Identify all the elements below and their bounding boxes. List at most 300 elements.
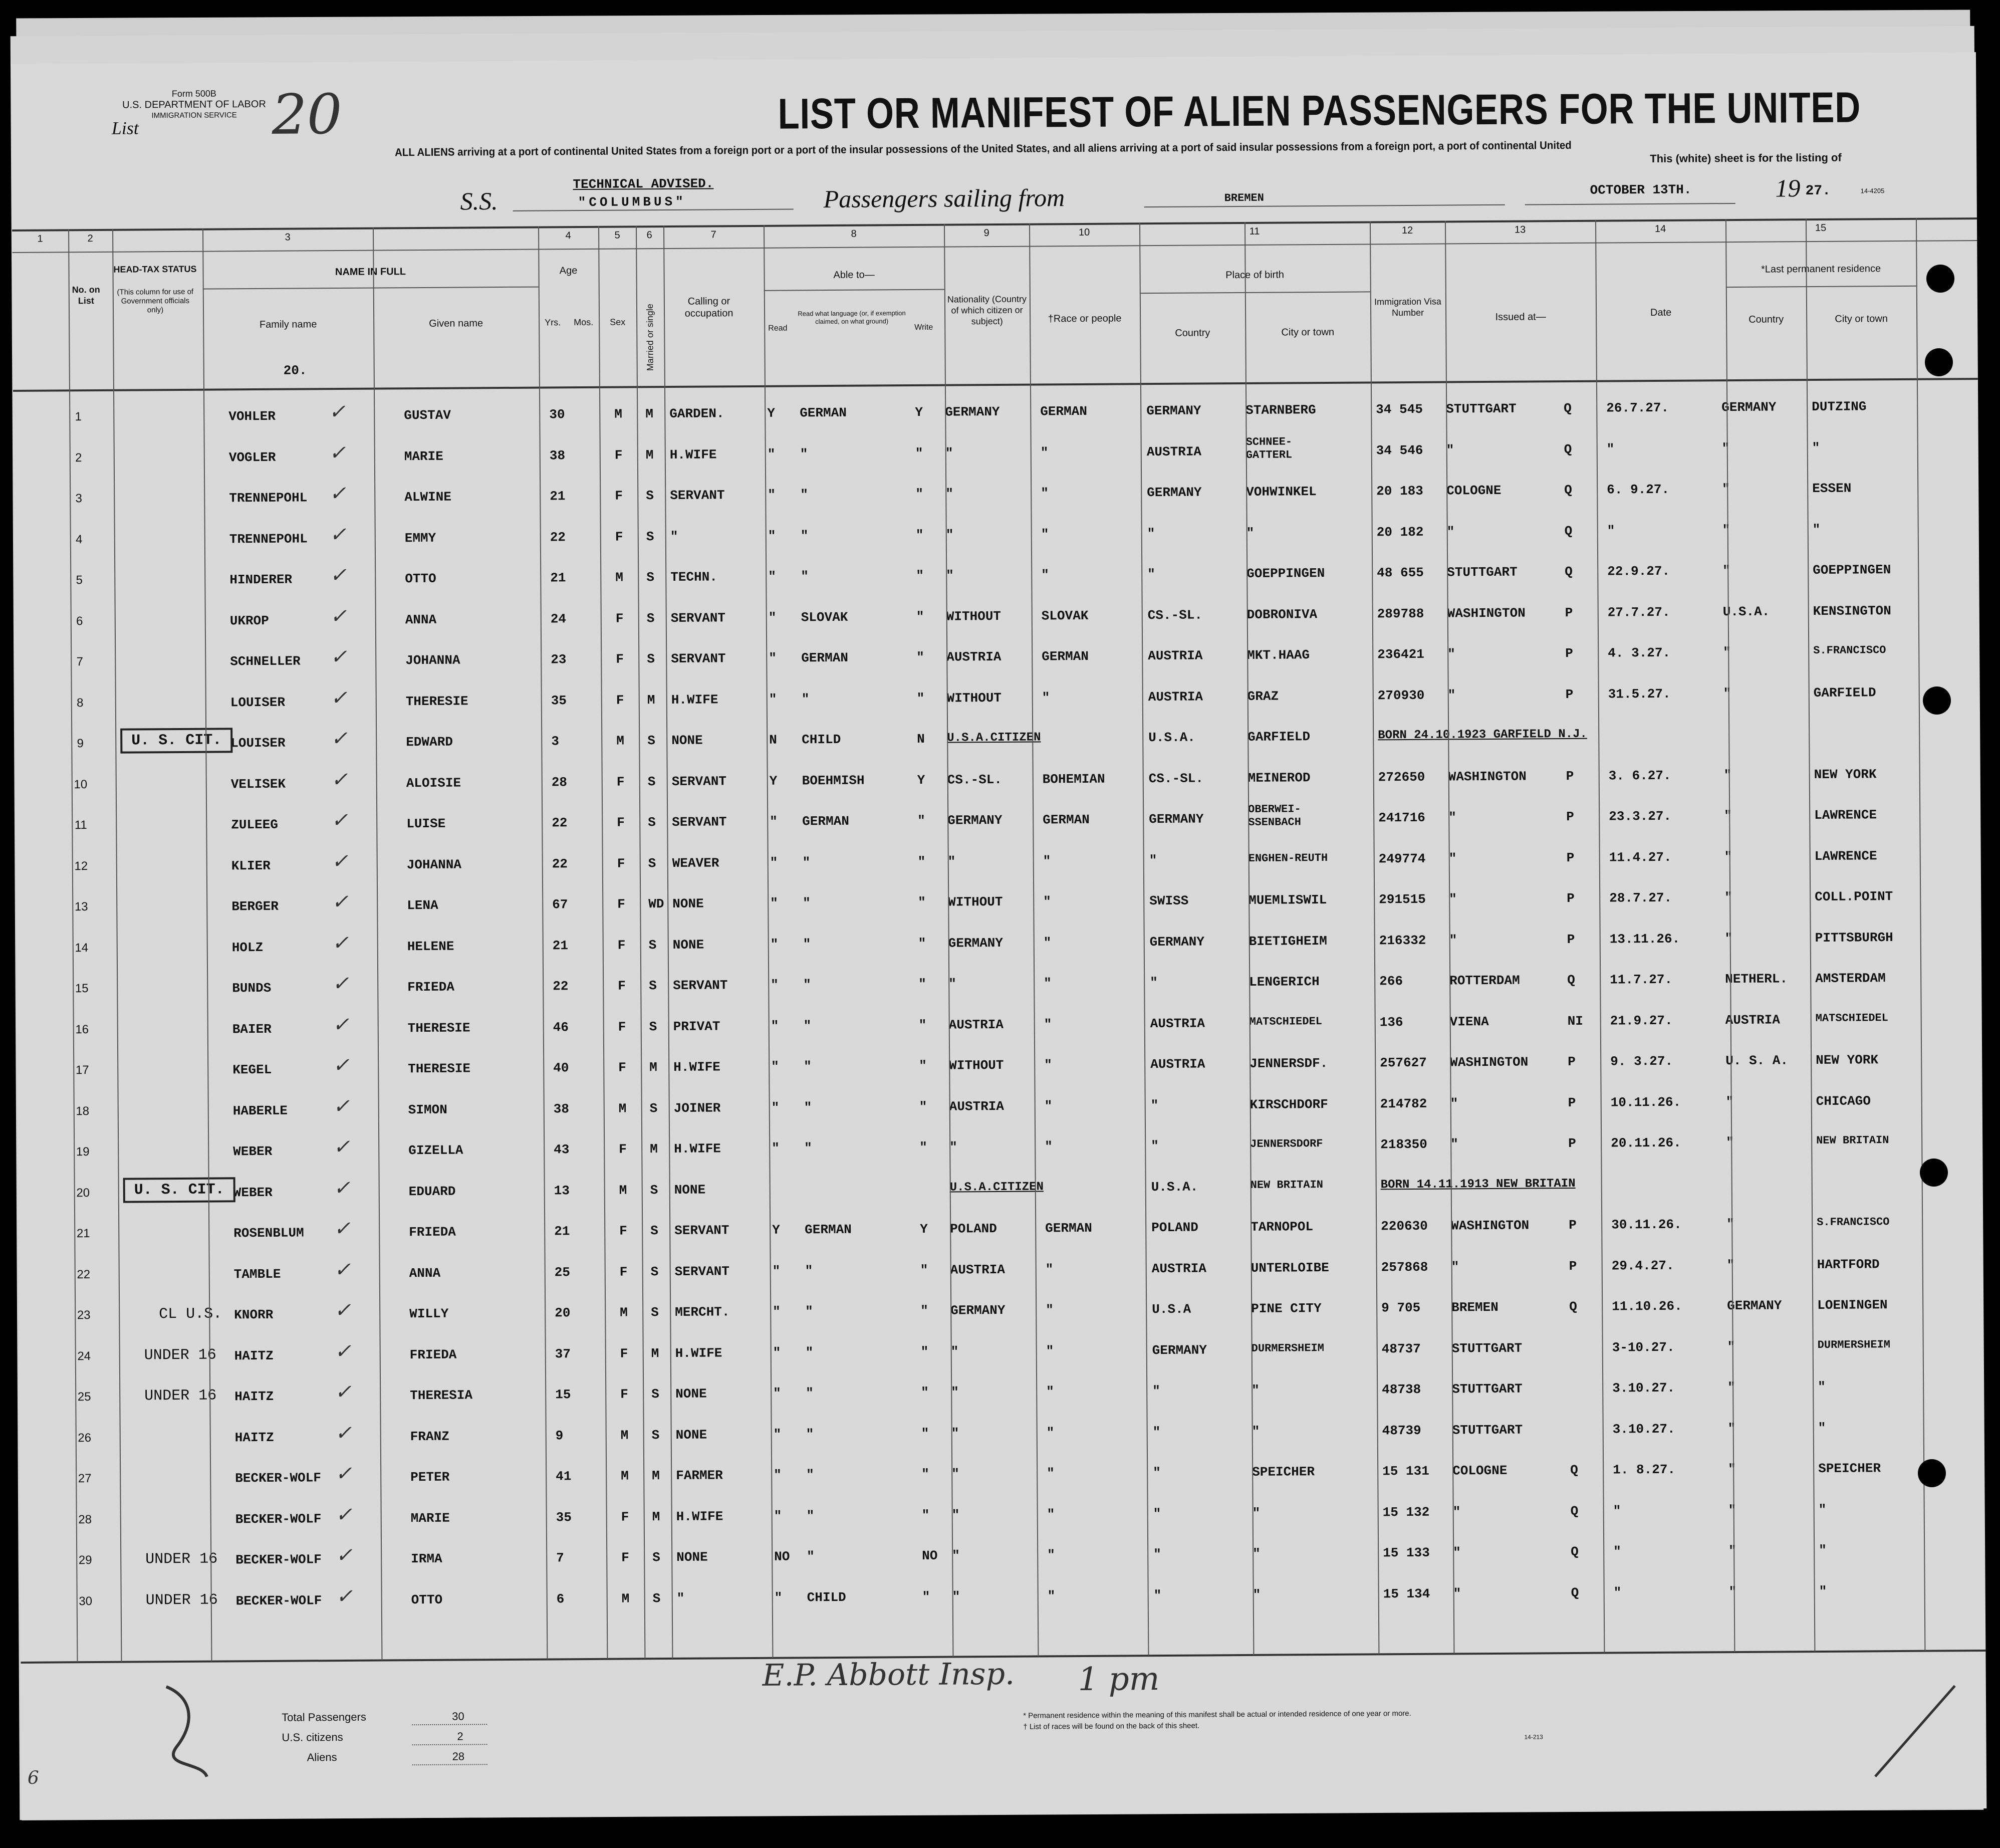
visa-number: 266 [1379, 974, 1403, 989]
column-rule [1370, 221, 1379, 1654]
residence-country: " [1723, 767, 1732, 783]
visa-class: P [1568, 1095, 1576, 1110]
birth-city: KIRSCHDORF [1249, 1096, 1328, 1112]
handwritten-mark [146, 1677, 217, 1787]
birth-city: MKT.HAAG [1247, 647, 1310, 663]
issued-at: " [1450, 1095, 1458, 1111]
row-number: 11 [74, 818, 87, 832]
check-mark-icon: ✓ [330, 686, 348, 710]
read-language: " [803, 977, 811, 993]
birth-city: OBERWEI- SSENBACH [1248, 803, 1301, 829]
occupation: NONE [675, 1386, 707, 1402]
read-language: " [803, 1018, 812, 1033]
footnote-races: † List of races will be found on the back of this sheet. [1023, 1721, 1200, 1731]
visa-number: 289788 [1377, 606, 1424, 621]
visa-class: P [1566, 850, 1575, 865]
row-number: 29 [78, 1553, 92, 1567]
marital-status: S [649, 978, 657, 994]
marital-status: S [650, 1223, 658, 1239]
age-years: 30 [549, 407, 565, 422]
marital-status: S [647, 774, 656, 789]
read-language: " [800, 487, 808, 503]
nationality: " [945, 527, 954, 543]
visa-date: 20.11.26. [1611, 1135, 1681, 1151]
read-language: " [807, 1549, 815, 1564]
residence-city: LOENINGEN [1817, 1297, 1888, 1313]
visa-number: 34 546 [1376, 442, 1423, 458]
head-tax-status: U. S. CIT. [120, 728, 232, 753]
family-name: WEBER [233, 1185, 273, 1200]
visa-class: P [1569, 1217, 1577, 1233]
occupation: H.WIFE [671, 691, 718, 708]
given-name: WILLY [409, 1306, 449, 1322]
read-language: SLOVAK [801, 609, 848, 625]
issued-at: ROTTERDAM [1449, 973, 1520, 989]
race: " [1045, 1261, 1054, 1277]
can-read: " [774, 1467, 782, 1483]
visa-number: 220630 [1381, 1218, 1428, 1234]
row-number: 21 [76, 1227, 90, 1241]
race: " [1046, 1425, 1055, 1440]
head-tax-status: U. S. CIT. [123, 1177, 235, 1203]
head-tax-status: CL U.S. [159, 1305, 222, 1323]
can-read: " [770, 895, 778, 911]
residence-city: " [1812, 440, 1820, 455]
issued-at: " [1453, 1545, 1461, 1560]
visa-class: P [1567, 932, 1575, 947]
given-name: GIZELLA [408, 1142, 463, 1159]
check-mark-icon: ✓ [332, 890, 349, 914]
residence-country: " [1724, 890, 1732, 905]
header-last-residence: *Last permanent residence [1761, 263, 1881, 275]
sex: F [619, 1264, 628, 1280]
row-number: 17 [75, 1063, 89, 1077]
sex: M [615, 570, 623, 585]
residence-city: AMSTERDAM [1815, 971, 1886, 987]
age-years: 38 [549, 447, 566, 463]
race: BOHEMIAN [1042, 771, 1105, 787]
issued-at: WASHINGTON [1451, 1218, 1530, 1234]
row-number: 25 [77, 1390, 91, 1404]
visa-number: BORN 24.10.1923 GARFIELD N.J. [1378, 727, 1587, 743]
occupation: SERVANT [672, 814, 727, 830]
can-read: Y [772, 1222, 780, 1238]
visa-number: 236421 [1377, 646, 1424, 662]
can-read: Y [769, 773, 778, 789]
corner-annotation: 6 [27, 1767, 39, 1788]
can-write: " [921, 1466, 929, 1482]
column-number: 9 [983, 227, 989, 239]
check-mark-icon: ✓ [336, 1584, 353, 1608]
race: " [1043, 853, 1051, 868]
issued-at: STUTTGART [1452, 1381, 1523, 1397]
given-name: FRIEDA [407, 979, 454, 995]
birth-country: " [1150, 975, 1158, 991]
marital-status: S [651, 1427, 660, 1443]
can-write: Y [917, 772, 925, 788]
occupation: SERVANT [674, 1263, 730, 1279]
race: " [1043, 935, 1052, 950]
nationality: CS.-SL. [947, 772, 1003, 788]
check-mark-icon: ✓ [330, 563, 347, 587]
visa-class: Q [1564, 441, 1572, 457]
race: " [1040, 444, 1049, 460]
race: " [1047, 1506, 1055, 1522]
read-language: " [803, 895, 811, 911]
race: GERMAN [1045, 1220, 1092, 1236]
header-residence-country: Country [1748, 314, 1784, 325]
birth-city: DOBRONIVA [1246, 606, 1318, 622]
family-name: KEGEL [232, 1062, 272, 1078]
column-rule [598, 226, 608, 1659]
ship-name: "COLUMBUS" [578, 194, 686, 210]
visa-date: 21.9.27. [1610, 1013, 1673, 1029]
birth-city: SCHNEE- GATTERL [1245, 435, 1293, 461]
service-name: IMMIGRATION SERVICE [151, 111, 237, 120]
read-language: GERMAN [802, 813, 849, 829]
visa-number: 20 183 [1376, 483, 1423, 499]
read-language: " [806, 1508, 815, 1523]
sex: M [620, 1305, 628, 1320]
can-read: " [770, 814, 778, 829]
family-name: HAITZ [234, 1389, 274, 1405]
birth-country: AUSTRIA [1148, 688, 1203, 705]
column-number: 13 [1514, 224, 1526, 236]
issued-at: " [1449, 932, 1457, 948]
given-name: LENA [407, 897, 438, 913]
birth-city: PINE CITY [1251, 1301, 1322, 1316]
header-mos: Mos. [574, 317, 594, 328]
issued-at: " [1447, 687, 1456, 703]
visa-class: P [1569, 1258, 1577, 1274]
ss-label: S.S. [460, 187, 498, 215]
sex: F [617, 815, 625, 830]
can-write: Y [920, 1221, 928, 1237]
age-years: 3 [551, 734, 559, 749]
nationality: GERMANY [948, 935, 1004, 951]
can-read: " [773, 1304, 781, 1319]
can-write: " [922, 1589, 930, 1604]
row-number: 28 [78, 1512, 92, 1526]
header-able-to: Able to— [833, 269, 875, 281]
sex: M [620, 1428, 629, 1443]
given-name: OTTO [411, 1592, 443, 1607]
row-number: 13 [74, 900, 88, 914]
age-years: 22 [553, 979, 569, 994]
occupation: PRIVAT [673, 1018, 720, 1034]
residence-city: GARFIELD [1813, 684, 1876, 701]
issued-at: " [1449, 891, 1457, 907]
occupation: NONE [672, 937, 704, 953]
can-read: NO [774, 1549, 790, 1564]
family-name: ROSENBLUM [233, 1225, 304, 1241]
age-years: 21 [552, 938, 569, 953]
departure-port: BREMEN [1224, 191, 1264, 205]
family-name: TRENNEPOHL [229, 531, 308, 547]
read-language: " [803, 936, 811, 952]
header-bottom-rule [13, 378, 1978, 392]
read-language: CHILD [802, 732, 841, 748]
residence-country: " [1728, 1462, 1736, 1477]
nationality: WITHOUT [946, 608, 1002, 624]
visa-number: 136 [1379, 1014, 1403, 1030]
can-write: " [916, 690, 925, 706]
column-rule [1916, 218, 1925, 1651]
check-mark-icon: ✓ [332, 931, 349, 955]
marital-status: S [646, 570, 654, 585]
can-read: " [772, 1140, 780, 1156]
residence-country: AUSTRIA [1725, 1012, 1781, 1028]
can-read: N [769, 732, 777, 748]
read-language: GERMAN [805, 1222, 852, 1238]
row-number: 20 [76, 1186, 90, 1200]
birth-city: NEW BRITAIN [1250, 1178, 1324, 1192]
head-tax-status: UNDER 16 [144, 1387, 217, 1405]
residence-country: U.S.A. [1722, 604, 1770, 619]
sex: M [618, 1101, 627, 1116]
nationality: U.S.A.CITIZEN [947, 731, 1041, 745]
can-read: " [768, 528, 776, 544]
check-mark-icon: ✓ [335, 1380, 352, 1404]
occupation: SERVANT [673, 978, 728, 993]
visa-number: 257868 [1381, 1259, 1428, 1275]
marital-status: M [645, 447, 654, 463]
birth-city: " [1252, 1505, 1261, 1521]
header-head-tax: HEAD-TAX STATUS [113, 264, 197, 275]
can-read: " [771, 1100, 780, 1115]
age-years: 7 [556, 1550, 564, 1566]
can-read: " [769, 691, 777, 707]
residence-country: " [1722, 482, 1730, 497]
age-years: 28 [551, 774, 568, 790]
occupation: JOINER [673, 1100, 721, 1116]
column-number: 5 [614, 229, 620, 241]
race: " [1045, 1139, 1053, 1154]
visa-class: Q [1567, 972, 1575, 988]
form-code: 14-4205 [1860, 187, 1885, 195]
birth-country: AUSTRIA [1148, 648, 1203, 664]
check-mark-icon: ✓ [334, 1339, 352, 1363]
birth-country: U.S.A. [1148, 730, 1195, 746]
sex: F [620, 1346, 628, 1361]
residence-city: NEW BRITAIN [1816, 1134, 1889, 1147]
birth-city: " [1252, 1382, 1260, 1398]
sex: F [618, 1060, 626, 1075]
row-number: 19 [76, 1145, 90, 1159]
sex: F [616, 774, 625, 790]
row-number: 6 [76, 614, 83, 628]
issued-at: COLOGNE [1452, 1463, 1508, 1479]
issued-at: " [1446, 524, 1455, 540]
race: " [1044, 1098, 1053, 1113]
issued-at: " [1448, 850, 1457, 866]
nationality: GERMANY [950, 1302, 1006, 1318]
header-married: Married or single [644, 304, 655, 371]
marital-status: S [646, 529, 654, 544]
can-write: " [918, 976, 926, 992]
issued-at: STUTTGART [1447, 564, 1518, 580]
manifest-page [11, 52, 1986, 1820]
row-number: 5 [76, 573, 83, 587]
visa-number: 218350 [1380, 1136, 1427, 1152]
row-number: 24 [77, 1349, 91, 1363]
marital-status: M [651, 1345, 659, 1361]
birth-country: " [1149, 852, 1157, 868]
age-years: 6 [556, 1591, 565, 1606]
header-read-language: Read what language (or, if exemption claimed, on what ground) [798, 309, 906, 326]
visa-date: 4. 3.27. [1608, 645, 1671, 661]
check-mark-icon: ✓ [335, 1421, 352, 1445]
residence-country: " [1722, 522, 1730, 538]
can-write: " [921, 1426, 929, 1441]
manifest-subtitle-2: This (white) sheet is for the listing of [1650, 151, 1842, 165]
sex: F [617, 938, 626, 953]
read-language: " [804, 1140, 812, 1156]
row-number: 10 [74, 777, 88, 791]
birth-country: " [1153, 1465, 1161, 1481]
nationality: " [949, 1139, 957, 1155]
column-number: 10 [1078, 226, 1090, 238]
visa-date: 3.10.27. [1612, 1421, 1675, 1437]
family-name: UKROP [229, 613, 269, 628]
residence-country: " [1728, 1543, 1736, 1559]
can-read: " [768, 610, 777, 625]
residence-city: " [1818, 1379, 1826, 1395]
residence-city: DUTZING [1812, 399, 1867, 415]
visa-number: 270930 [1377, 687, 1425, 703]
sex: M [614, 406, 622, 422]
read-language: " [805, 1304, 813, 1319]
race: GERMAN [1042, 648, 1089, 664]
visa-date: " [1613, 1503, 1621, 1519]
family-name: ZULEEG [231, 817, 278, 833]
birth-city: GOEPPINGEN [1246, 566, 1325, 581]
family-name: HAITZ [234, 1430, 274, 1445]
column-number: 7 [710, 229, 716, 241]
birth-city: BIETIGHEIM [1248, 933, 1327, 949]
birth-country: GERMANY [1149, 811, 1204, 827]
check-mark-icon: ✓ [330, 645, 347, 669]
given-name: FRIEDA [409, 1347, 457, 1362]
sex: F [617, 856, 625, 871]
sex: F [615, 488, 623, 504]
issued-at: " [1447, 646, 1455, 662]
given-name: EMMY [404, 530, 436, 546]
visa-number: 214782 [1380, 1096, 1427, 1111]
read-language: " [805, 1263, 813, 1278]
visa-number: 48738 [1382, 1381, 1421, 1398]
year-suffix: 27. [1805, 183, 1831, 199]
can-write: " [915, 445, 923, 461]
race: " [1043, 894, 1051, 909]
birth-country: GERMANY [1146, 403, 1201, 419]
check-mark-icon: ✓ [330, 604, 347, 628]
can-write: " [916, 649, 924, 665]
row-number: 23 [77, 1308, 91, 1322]
family-name: TAMBLE [233, 1266, 281, 1282]
visa-class: Q [1570, 1503, 1579, 1519]
family-name: BECKER-WOLF [235, 1552, 322, 1568]
nationality: " [951, 1507, 960, 1523]
check-mark-icon: ✓ [333, 1053, 350, 1077]
sex: F [616, 692, 624, 708]
can-read: " [773, 1345, 781, 1360]
family-name: KLIER [231, 858, 271, 873]
visa-date: 9. 3.27. [1610, 1053, 1673, 1069]
year-prefix: 19 [1775, 174, 1801, 202]
header-date: Date [1650, 307, 1672, 319]
header-birth-country: Country [1175, 327, 1210, 339]
birth-country: " [1147, 567, 1155, 582]
nationality: " [950, 1343, 959, 1359]
visa-class: NI [1567, 1013, 1584, 1029]
row-number: 16 [75, 1022, 89, 1036]
age-years: 24 [550, 611, 567, 626]
sex: F [615, 529, 623, 545]
occupation: H.WIFE [673, 1059, 720, 1075]
nationality: AUSTRIA [949, 1098, 1005, 1114]
age-years: 22 [552, 856, 568, 871]
given-name: GUSTAV [404, 407, 451, 423]
race: " [1047, 1547, 1055, 1563]
residence-country: " [1723, 645, 1731, 660]
age-years: 21 [550, 570, 566, 586]
birth-city: " [1253, 1587, 1261, 1602]
can-write: " [917, 854, 926, 869]
visa-number: 272650 [1378, 769, 1425, 785]
head-tax-status: UNDER 16 [145, 1550, 218, 1568]
family-name: WEBER [233, 1143, 273, 1160]
visa-date: 22.9.27. [1607, 563, 1670, 579]
family-name: SCHNELLER [230, 653, 301, 669]
aliens-label: Aliens [307, 1751, 337, 1764]
marital-status: S [651, 1387, 659, 1402]
age-years: 37 [555, 1346, 571, 1361]
given-name: MARIE [404, 448, 443, 464]
marital-status: S [646, 488, 654, 504]
visa-date: 3. 6.27. [1608, 768, 1671, 784]
residence-country: " [1723, 685, 1731, 701]
given-name: JOHANNA [406, 857, 462, 872]
column-number: 2 [87, 233, 93, 245]
read-language: " [804, 1099, 812, 1115]
birth-city: GARFIELD [1247, 729, 1311, 745]
column-number: 15 [1815, 222, 1827, 234]
birth-country: AUSTRIA [1146, 444, 1202, 459]
given-name: THERESIE [408, 1061, 471, 1077]
check-mark-icon: ✓ [333, 1176, 351, 1200]
family-name: BECKER-WOLF [235, 1511, 322, 1527]
residence-city: CHICAGO [1816, 1093, 1871, 1109]
visa-date: 3.10.27. [1612, 1380, 1675, 1396]
head-tax-status: UNDER 16 [144, 1346, 216, 1364]
birth-city: DURMERSHEIM [1251, 1341, 1325, 1355]
family-name: HOLZ [231, 940, 264, 955]
punch-hole [1920, 1159, 1948, 1187]
age-years: 40 [553, 1060, 569, 1076]
visa-class: Q [1571, 1585, 1579, 1600]
race: " [1042, 689, 1050, 705]
column-number: 14 [1654, 223, 1666, 235]
check-mark-icon: ✓ [335, 1503, 353, 1526]
nationality: " [952, 1548, 960, 1563]
visa-number: 291515 [1379, 891, 1426, 907]
header-calling: Calling or occupation [684, 296, 733, 319]
total-passengers-label: Total Passengers [282, 1710, 367, 1724]
birth-city: " [1252, 1424, 1260, 1439]
us-citizens-label: U.S. citizens [282, 1731, 343, 1744]
family-name: VOHLER [228, 408, 276, 424]
